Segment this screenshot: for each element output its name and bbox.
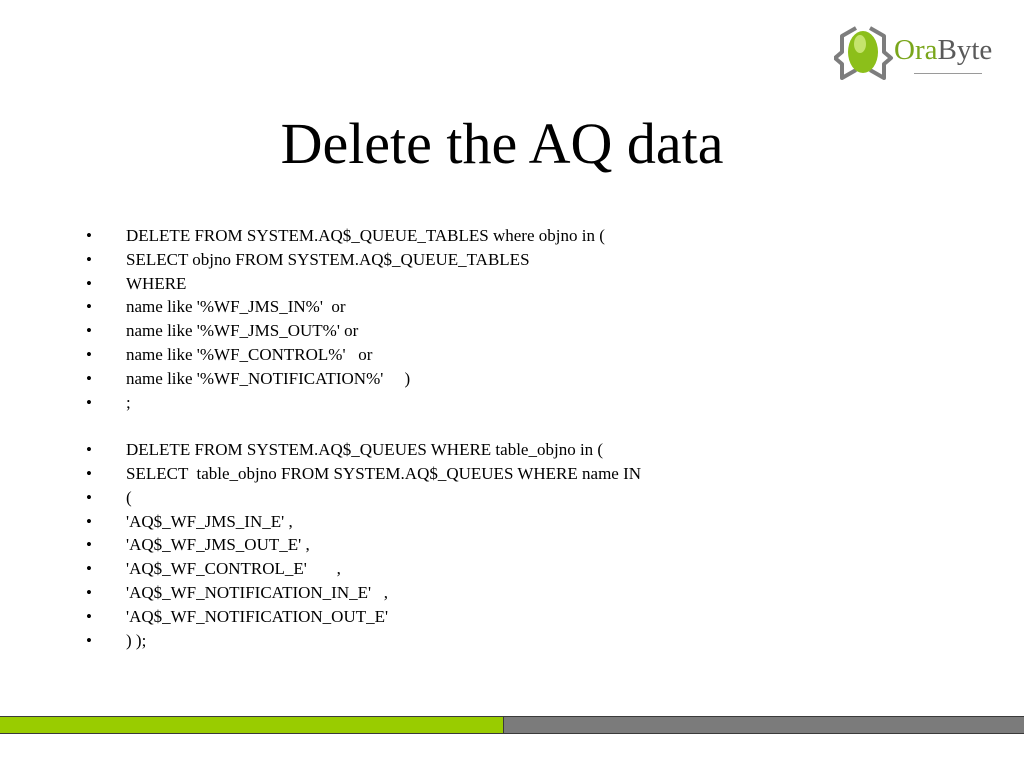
bullet-text: ) ); [126, 630, 147, 650]
bullet-gap [86, 414, 641, 438]
bullet-icon: • [86, 630, 92, 650]
bullet-icon: • [86, 273, 92, 293]
bullet-text: SELECT objno FROM SYSTEM.AQ$_QUEUE_TABLES [126, 249, 530, 269]
bullet-item [86, 319, 641, 343]
bullet-icon: • [86, 440, 92, 460]
bullet-icon: • [86, 249, 92, 269]
logo-underline [914, 73, 982, 74]
bullet-text: WHERE [126, 273, 187, 293]
bullet-icon: • [86, 297, 92, 317]
bullet-text: name like '%WF_NOTIFICATION%' ) [126, 368, 411, 388]
bullet-list [86, 224, 641, 652]
bullet-icon: • [86, 535, 92, 555]
bullet-text: name like '%WF_CONTROL%' or [126, 344, 373, 364]
bullet-item [86, 533, 641, 557]
bullet-item [86, 510, 641, 534]
bullet-text: DELETE FROM SYSTEM.AQ$_QUEUE_TABLES where objno in ( [126, 226, 605, 245]
bullet-icon: • [86, 392, 92, 412]
bullet-item [86, 248, 641, 272]
bullet-item [86, 462, 641, 486]
bullet-item [86, 272, 641, 296]
bullet-item [86, 605, 641, 629]
bullet-icon: • [86, 559, 92, 579]
footer-bar-green [0, 716, 503, 734]
bullet-icon: • [86, 226, 92, 245]
bullet-text: 'AQ$_WF_CONTROL_E' , [126, 559, 341, 579]
bullet-text: 'AQ$_WF_NOTIFICATION_IN_E' , [126, 582, 389, 602]
bullet-item [86, 557, 641, 581]
bullet-text: 'AQ$_WF_JMS_OUT_E' , [126, 535, 310, 555]
bullet-text: name like '%WF_JMS_IN%' or [126, 297, 346, 317]
bullet-text: 'AQ$_WF_JMS_IN_E' , [126, 511, 293, 531]
bullet-icon: • [86, 463, 92, 483]
bullet-item [86, 224, 641, 248]
bullet-icon: • [86, 321, 92, 341]
logo-wordmark-ora: Ora [894, 34, 938, 66]
bullet-text: 'AQ$_WF_NOTIFICATION_OUT_E' [126, 606, 389, 626]
bullet-item [86, 391, 641, 415]
bullet-item [86, 581, 641, 605]
bullet-icon: • [86, 368, 92, 388]
bullet-text: ( [126, 487, 132, 507]
bullet-item [86, 438, 641, 462]
slide-title: Delete the AQ data [280, 111, 724, 176]
bullet-icon: • [86, 606, 92, 626]
footer-bar-gray [503, 716, 1024, 734]
bullet-icon: • [86, 487, 92, 507]
bullet-item [86, 629, 641, 653]
bullet-icon: • [86, 344, 92, 364]
logo-wordmark-byte: Byte [937, 34, 993, 66]
bullet-item [86, 486, 641, 510]
bullet-icon: • [86, 511, 92, 531]
bullet-text: SELECT table_objno FROM SYSTEM.AQ$_QUEUES WHERE name IN [126, 463, 642, 483]
bullet-item [86, 295, 641, 319]
bullet-item [86, 367, 641, 391]
bullet-text: name like '%WF_JMS_OUT%' or [126, 321, 359, 341]
bullet-text: ; [126, 392, 131, 412]
bullet-item [86, 343, 641, 367]
bullet-icon: • [86, 582, 92, 602]
logo-wordmark [894, 33, 992, 67]
bullet-text: DELETE FROM SYSTEM.AQ$_QUEUES WHERE table_objno in ( [126, 440, 604, 460]
